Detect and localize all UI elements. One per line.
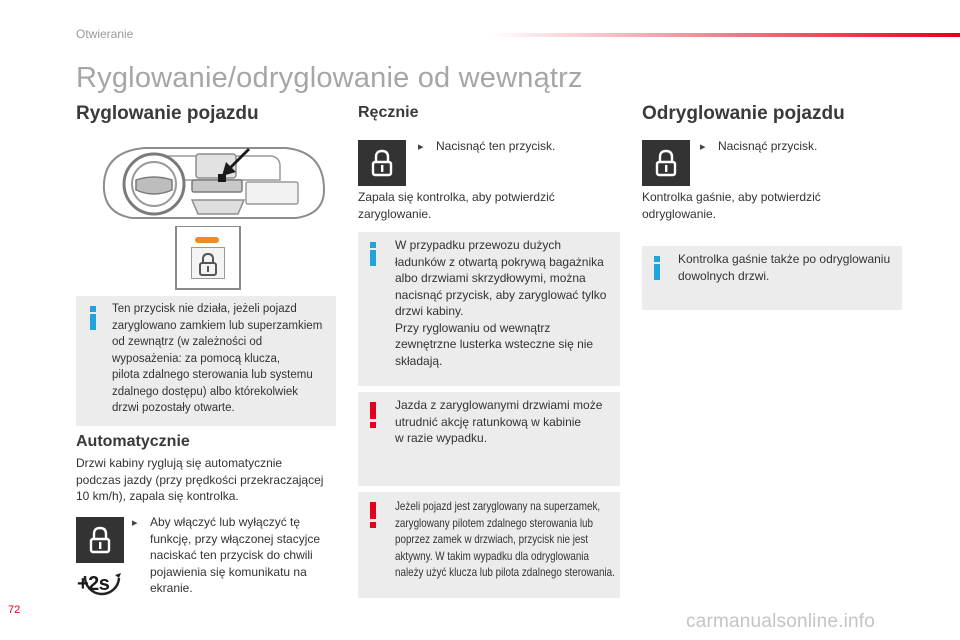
- header-red-rule: [490, 33, 960, 37]
- lock-button-tile: [76, 517, 124, 563]
- page-number: 72: [8, 604, 21, 616]
- lock-button-tile: [358, 140, 406, 186]
- info-note-text: Ten przycisk nie działa, jeżeli pojazd zaryglowano zamkiem lub superzamkiem od zewnątrz (w zależności od wyposażenia: za pomocą klucza, pilota zdalnego sterowania lub systemu zdalnego dostępu) albo którekolwiek drzwi pozostały otwarte.: [112, 303, 323, 414]
- lock-icon: [197, 252, 219, 276]
- hold-duration-badge: +2s: [75, 572, 125, 598]
- bullet-marker: ▸: [132, 517, 138, 529]
- bullet-marker: ▸: [418, 141, 424, 153]
- heading-automatic: Automatycznie: [76, 433, 190, 450]
- lock-button-closeup: [175, 226, 241, 290]
- indicator-led: [195, 237, 219, 243]
- automatic-bullet-text: Aby włączyć lub wyłączyć tę funkcję, przy włączonej stacyjce naciskać ten przycisk do chwili pojawienia się komunikatu na ekranie.: [150, 515, 321, 595]
- section-label: Otwieranie: [76, 27, 134, 41]
- heading-locking: Ryglowanie pojazdu: [76, 103, 259, 124]
- warning-box: [358, 392, 620, 486]
- info-note-box: [642, 246, 902, 310]
- lock-button-tile: [642, 140, 690, 186]
- bullet-marker: ▸: [700, 141, 706, 153]
- automatic-text: Drzwi kabiny ryglują się automatycznie podczas jazdy (przy prędkości przekraczającej 10 km/h), zapala się kontrolka.: [76, 456, 324, 503]
- manual-confirm-text: Zapala się kontrolka, aby potwierdzić zaryglowanie.: [358, 190, 555, 221]
- lock-icon: [654, 149, 678, 177]
- info-note-text: Kontrolka gaśnie także po odryglowaniu dowolnych drzwi.: [678, 252, 891, 283]
- unlock-confirm-text: Kontrolka gaśnie, aby potwierdzić odryglowanie.: [642, 190, 821, 221]
- manual-bullet-text: Nacisnąć ten przycisk.: [436, 139, 556, 153]
- info-note-text: W przypadku przewozu dużych ładunków z otwartą pokrywą bagażnika albo drzwiami skrzydłowymi, można nacisnąć przycisk, aby zaryglować tylko drzwi kabiny. Przy ryglowaniu od wewnątrz zewnętrzne lusterka wsteczne się nie składają.: [395, 238, 607, 368]
- warning-box: [358, 492, 620, 598]
- warning-text: Jazda z zaryglowanymi drzwiami może utrudnić akcję ratunkową w kabinie w razie wypadku.: [395, 398, 603, 445]
- info-note-box: [76, 296, 336, 426]
- page-title: Ryglowanie/odryglowanie od wewnątrz: [76, 62, 583, 94]
- dashboard-illustration: [96, 140, 332, 226]
- lock-icon: [88, 526, 112, 554]
- unlock-bullet-text: Nacisnąć przycisk.: [718, 139, 818, 153]
- heading-unlocking: Odryglowanie pojazdu: [642, 103, 845, 124]
- warning-text: Jeżeli pojazd jest zaryglowany na superzamek, zaryglowany pilotem zdalnego sterowania lub poprzez zamek w drzwiach, przycisk nie jest aktywny. W takim wypadku dla odryglowania należy użyć klucza lub pilota zdalnego sterowania.: [395, 499, 615, 579]
- info-note-box: [358, 232, 620, 386]
- heading-manual: Ręcznie: [358, 104, 419, 121]
- lock-icon: [370, 149, 394, 177]
- watermark: carmanualsonline.info: [686, 611, 876, 632]
